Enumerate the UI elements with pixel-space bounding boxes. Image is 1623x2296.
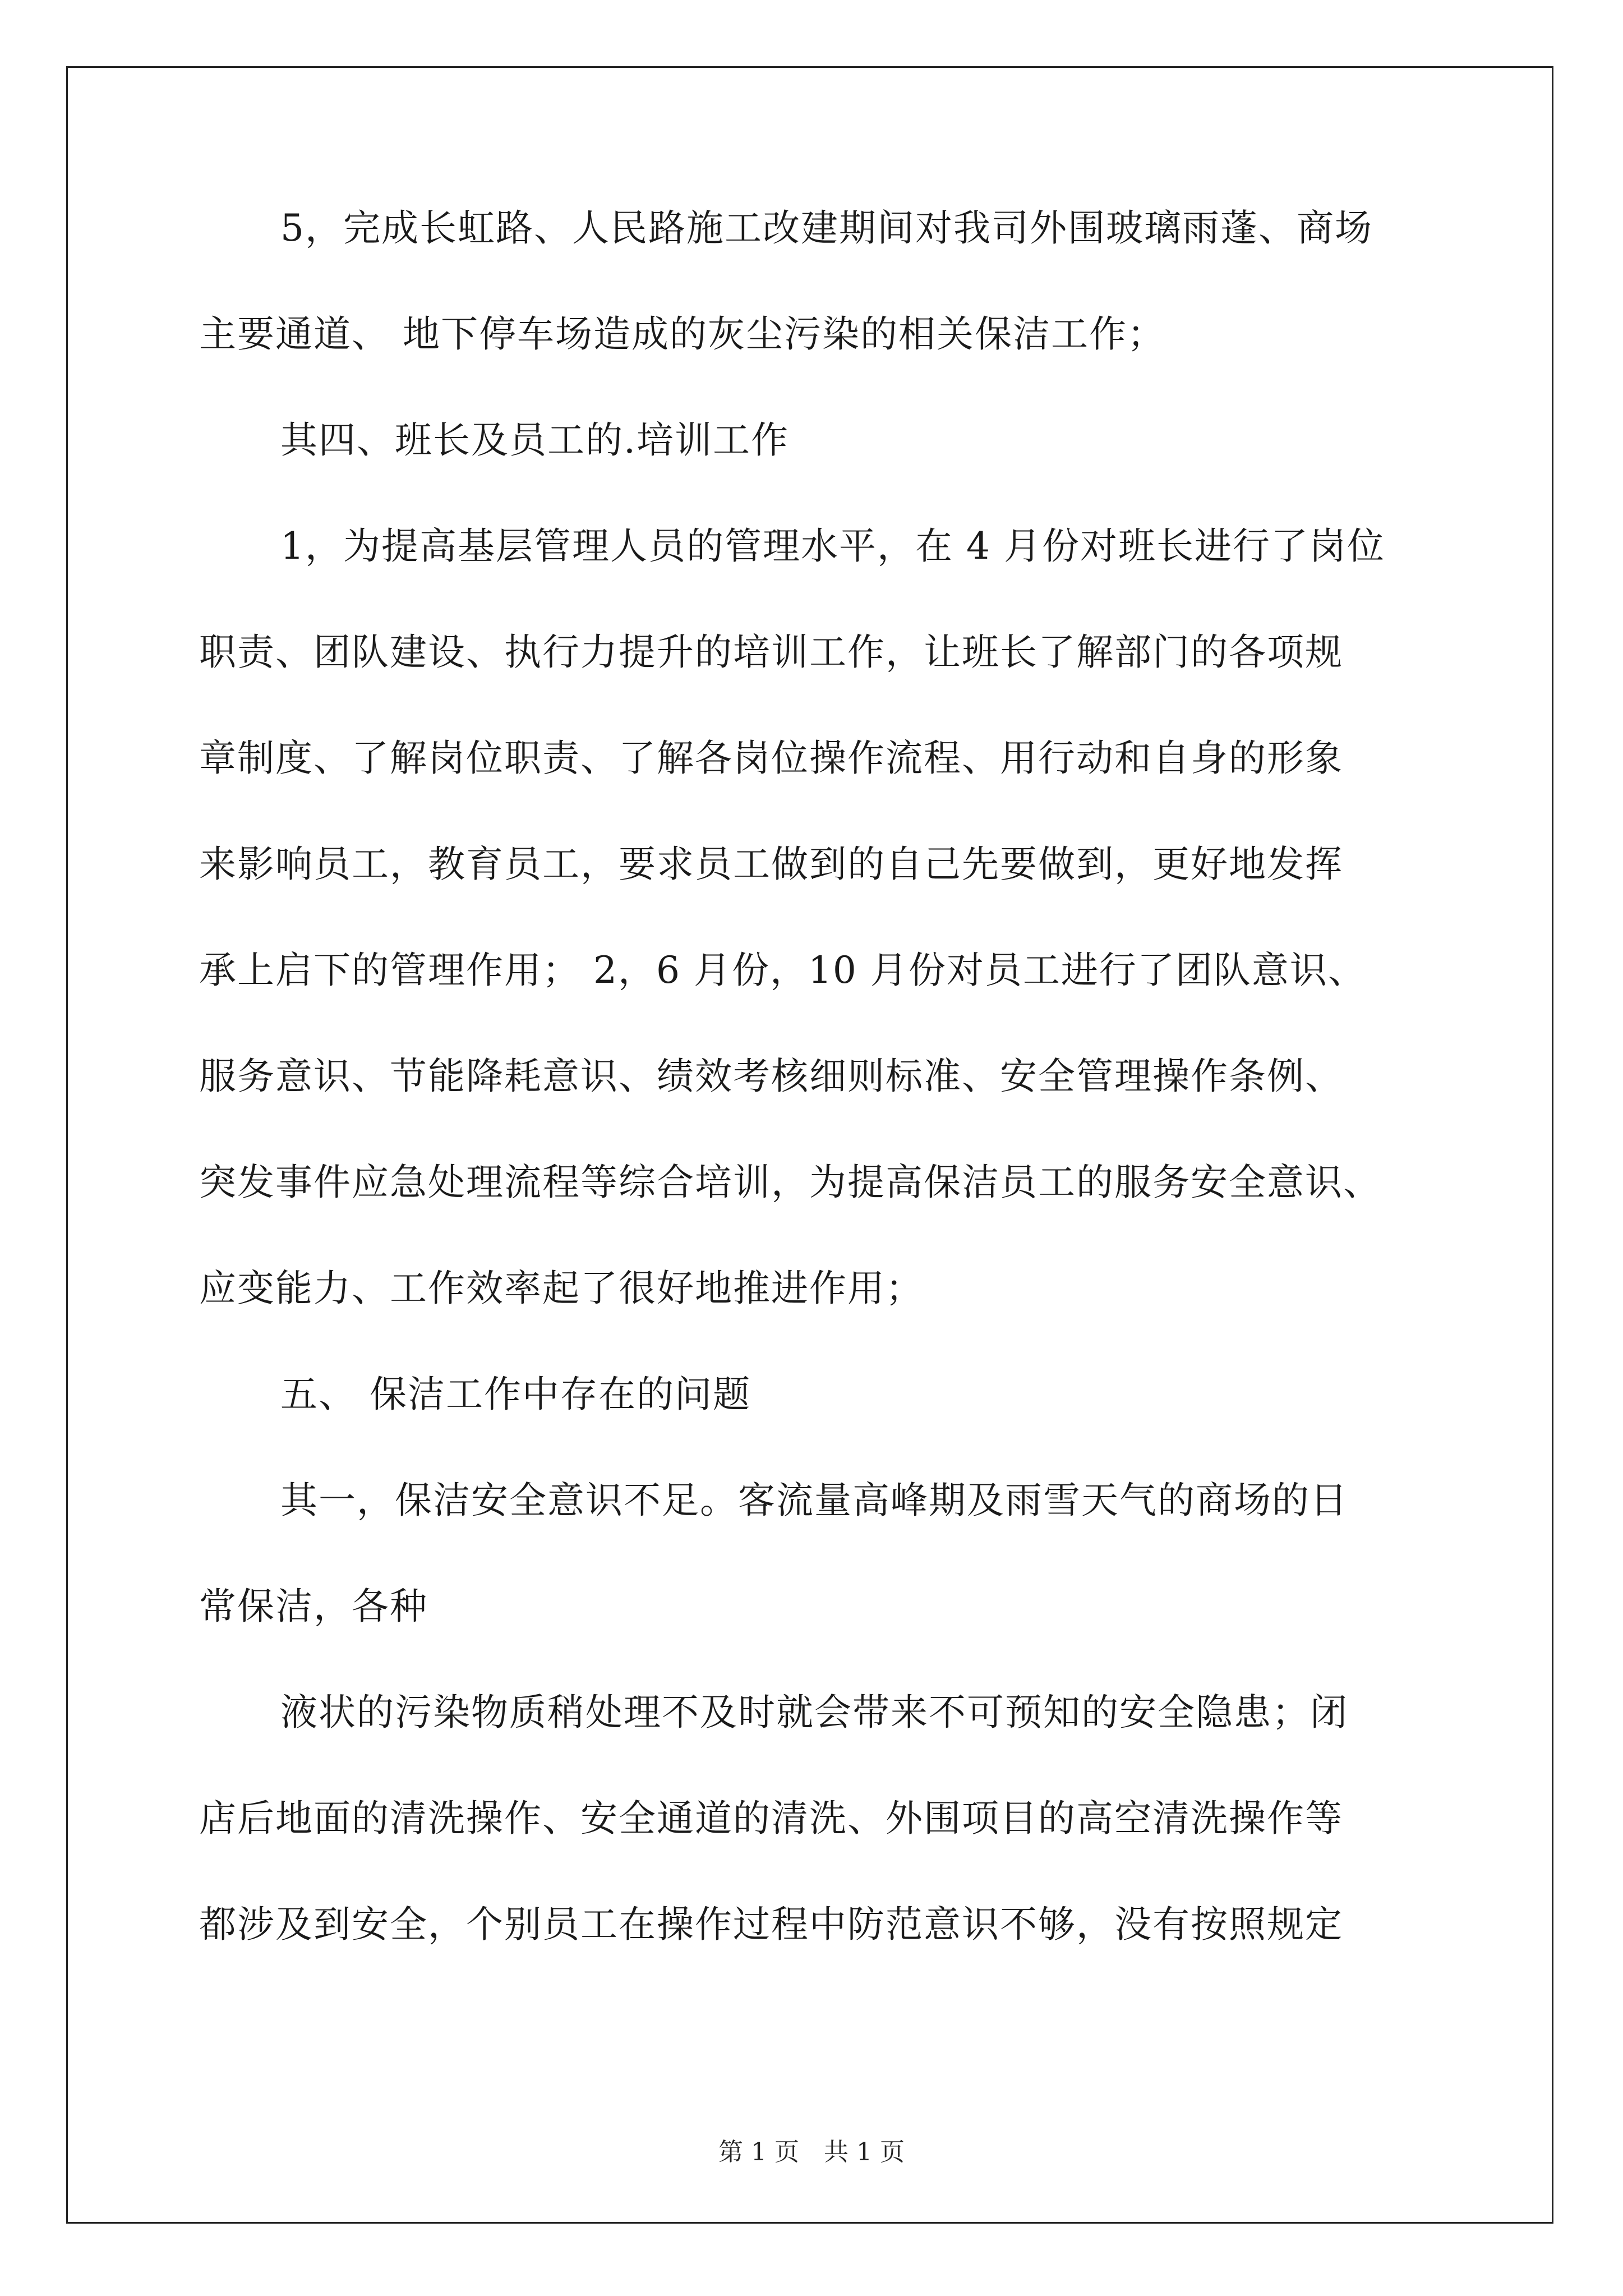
- text-line: 职责、团队建设、执行力提升的培训工作，让班长了解部门的各项规: [199, 631, 1343, 674]
- text-line: 突发事件应急处理流程等综合培训，为提高保洁员工的服务安全意识、: [199, 1161, 1381, 1204]
- section-heading: 五、 保洁工作中存在的问题: [280, 1373, 751, 1416]
- text-line: 店后地面的清洗操作、安全通道的清洗、外围项目的高空清洗操作等: [199, 1797, 1343, 1840]
- text-line: 常保洁，各种: [199, 1585, 428, 1628]
- text-line: 来影响员工，教育员工，要求员工做到的自己先要做到，更好地发挥: [199, 843, 1343, 886]
- text-line: 应变能力、工作效率起了很好地推进作用；: [199, 1267, 924, 1310]
- text-line: 其一，保洁安全意识不足。客流量高峰期及雨雪天气的商场的日: [280, 1479, 1348, 1522]
- text-line: 1，为提高基层管理人员的管理水平，在 4 月份对班长进行了岗位: [280, 524, 1385, 568]
- text-line: 都涉及到安全，个别员工在操作过程中防范意识不够，没有按照规定: [199, 1903, 1343, 1946]
- page-number-footer: 第 1 页 共 1 页: [718, 2138, 905, 2166]
- section-heading: 其四、班长及员工的.培训工作: [280, 418, 789, 462]
- text-line: 液状的污染物质稍处理不及时就会带来不可预知的安全隐患；闭: [280, 1691, 1348, 1734]
- text-line: 主要通道、 地下停车场造成的灰尘污染的相关保洁工作；: [199, 312, 1165, 356]
- document-body: [199, 206, 1455, 2013]
- text-line: 承上启下的管理作用； 2，6 月份，10 月份对员工进行了团队意识、: [199, 949, 1366, 992]
- text-line: 服务意识、节能降耗意识、绩效考核细则标准、安全管理操作条例、: [199, 1055, 1343, 1098]
- text-line: 5，完成长虹路、人民路施工改建期间对我司外围玻璃雨蓬、商场: [280, 206, 1373, 250]
- text-line: 章制度、了解岗位职责、了解各岗位操作流程、用行动和自身的形象: [199, 737, 1343, 780]
